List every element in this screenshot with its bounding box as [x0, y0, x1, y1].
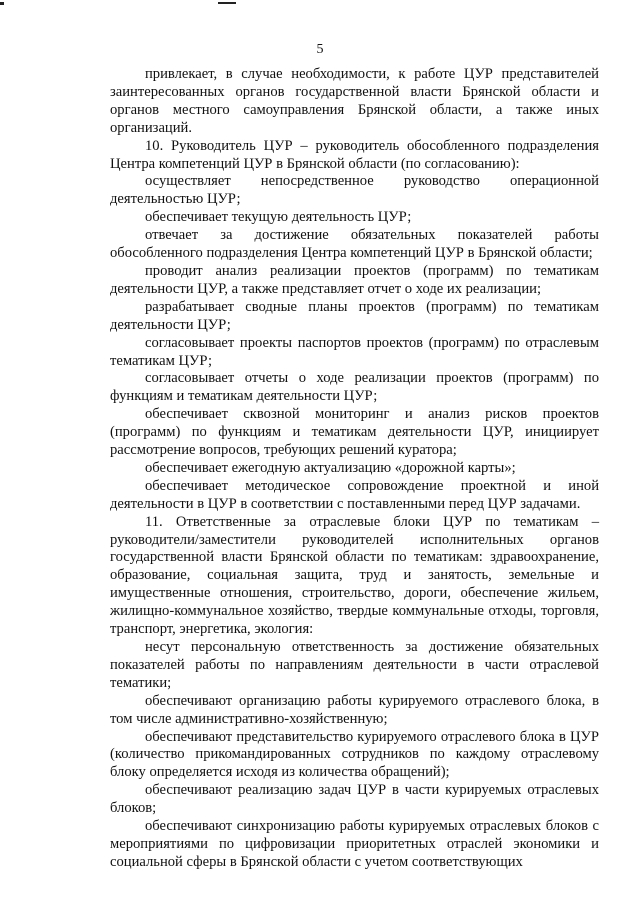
paragraph: обеспечивают реализацию задач ЦУР в части курируемых отраслевых блоков;	[110, 782, 599, 817]
page-number: 5	[316, 42, 324, 57]
paragraph: согласовывает отчеты о ходе реализации проектов (программ) по функциям и тематикам деятельности ЦУР;	[110, 370, 599, 405]
paragraph: проводит анализ реализации проектов (программ) по тематикам деятельности ЦУР, а также представляет отчет о ходе их реализации;	[110, 262, 599, 297]
document-body	[110, 66, 599, 872]
paragraph: осуществляет непосредственное руководство операционной деятельностью ЦУР;	[110, 173, 599, 208]
paragraph: обеспечивает ежегодную актуализацию «дорожной карты»;	[145, 459, 516, 476]
scan-artifact	[0, 2, 4, 5]
paragraph: привлекает, в случае необходимости, к работе ЦУР представителей заинтересованных органов государственной власти Брянской области и органов местного самоуправления Брянской области, а также иных организаций.	[110, 66, 599, 136]
scan-artifact	[218, 2, 236, 4]
paragraph: согласовывает проекты паспортов проектов (программ) по отраслевым тематикам ЦУР;	[110, 334, 599, 369]
paragraph: обеспечивает текущую деятельность ЦУР;	[145, 209, 412, 226]
paragraph: несут персональную ответственность за достижение обязательных показателей работы по направлениям деятельности в части отраслевой тематики;	[110, 639, 599, 691]
paragraph: обеспечивают представительство курируемого отраслевого блока в ЦУР (количество прикомандированных сотрудников по каждому отраслевому блоку определяется исходя из количества обращений);	[110, 728, 599, 781]
paragraph: обеспечивают синхронизацию работы курируемых отраслевых блоков с мероприятиями по цифровизации приоритетных отраслей экономики и социальной сферы в Брянской области с учетом соответствующих	[110, 818, 599, 870]
paragraph: обеспечивают организацию работы курируемого отраслевого блока, в том числе административно-хозяйственную;	[110, 692, 599, 727]
paragraph: обеспечивает сквозной мониторинг и анализ рисков проектов (программ) по функциям и тематикам деятельности ЦУР, инициирует рассмотрение вопросов, требующих решений куратора;	[110, 406, 599, 459]
paragraph: разрабатывает сводные планы проектов (программ) по тематикам деятельности ЦУР;	[110, 298, 599, 333]
paragraph: 11. Ответственные за отраслевые блоки ЦУР по тематикам – руководители/заместители руководителей исполнительных органов государственной власти Брянской области по тематикам: здравоохранение, образование, социальная защита, труд и занятость, земельные и имущественные отношения, строительство, дороги, обеспечение жильем, жилищно-коммунальное хозяйство, твердые коммунальные отходы, торговля, транспорт, энергетика, экология:	[110, 513, 599, 638]
paragraph: обеспечивает методическое сопровождение проектной и иной деятельности в ЦУР в соответствии с поставленными перед ЦУР задачами.	[110, 477, 599, 512]
paragraph: 10. Руководитель ЦУР – руководитель обособленного подразделения Центра компетенций ЦУР в Брянской области (по согласованию):	[110, 137, 599, 172]
paragraph: отвечает за достижение обязательных показателей работы обособленного подразделения Центра компетенций ЦУР в Брянской области;	[110, 227, 599, 262]
